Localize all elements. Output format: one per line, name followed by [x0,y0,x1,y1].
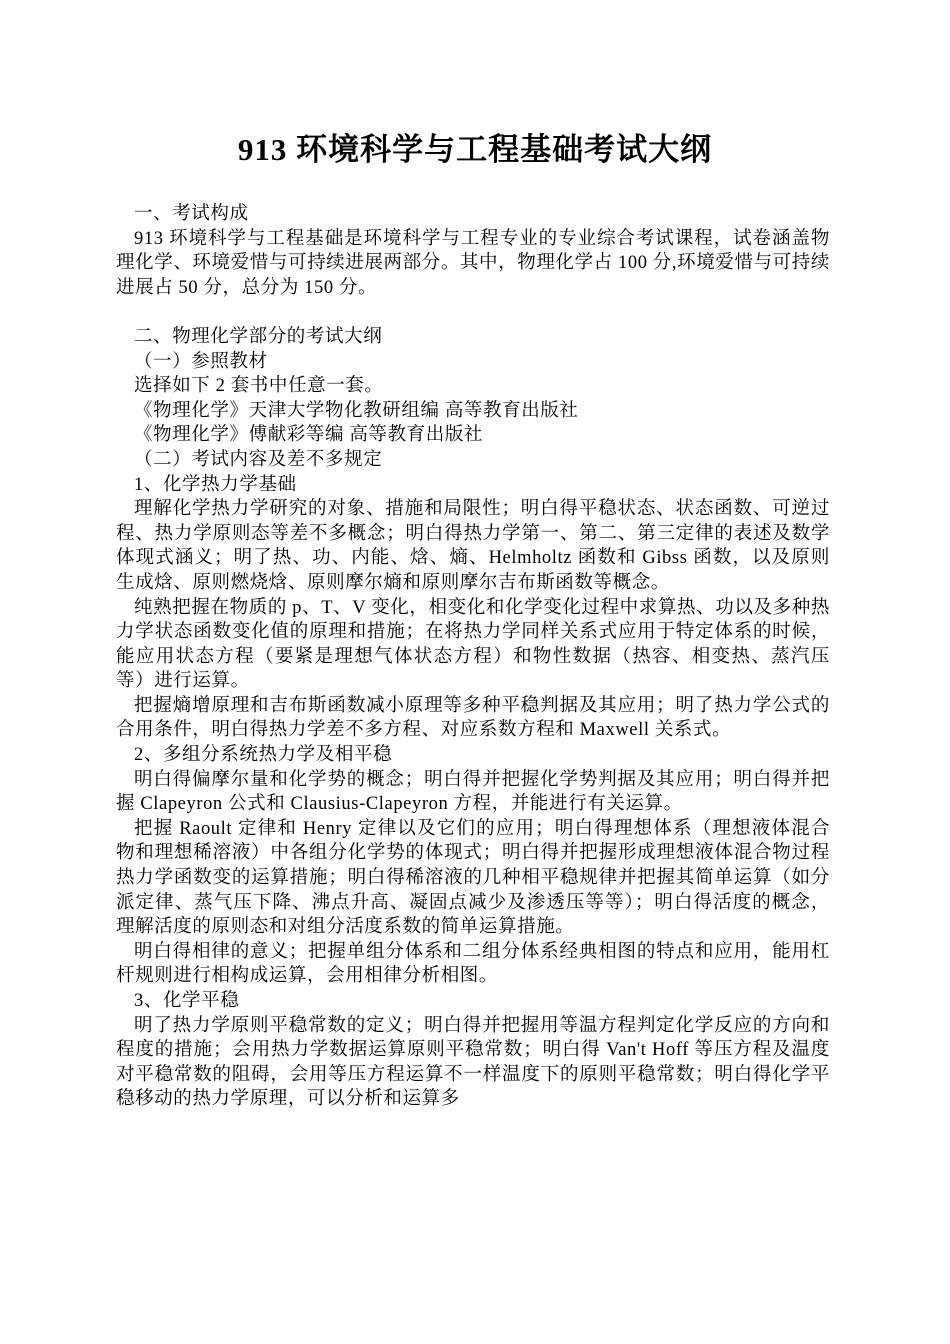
subsection-heading-content: （二）考试内容及差不多规定 [134,449,383,470]
paragraph-thermodynamics-3: 把握熵增原理和吉布斯函数减小原理等多种平稳判据及其应用；明了热力学公式的合用条件，明白得热力学差不多方程、对应系数方程和 Maxwell 关系式。 [116,695,830,741]
document-title: 913 环境科学与工程基础考试大纲 [237,132,713,167]
paragraph-thermodynamics-1: 理解化学热力学研究的对象、措施和局限性；明白得平稳状态、状态函数、可逆过程、热力学原则态等差不多概念；明白得热力学第一、第二、第三定律的表述及数学体现式涵义；明了热、功、内能、焓、熵、Helmholtz 函数和 Gibss 函数，以及原则生成焓、原则燃烧焓、原则摩尔熵和原则摩尔吉布斯函数等概念。 [116,499,830,593]
section-heading-physical-chemistry: 二、物理化学部分的考试大纲 [134,326,383,347]
topic-heading-thermodynamics: 1、化学热力学基础 [134,474,297,495]
document-body [116,202,830,1112]
topic-heading-equilibrium: 3、化学平稳 [134,991,240,1011]
paragraph-multicomponent-2: 把握 Raoult 定律和 Henry 定律以及它们的应用；明白得理想体系（理想液体混合物和理想稀溶液）中各组分化学势的体现式；明白得并把握形成理想液体混合物过程热力学函数变的运算措施；明白得稀溶液的几种相平稳规律并把握其简单运算（如分派定律、蒸气压下降、沸点升高、凝固点减少及渗透压等等）；明白得活度的概念，理解活度的原则态和对组分活度系数的简单运算措施。 [116,818,830,938]
textbook-item-2: 《物理化学》傅献彩等编 高等教育出版社 [134,425,484,446]
section-heading-composition: 一、考试构成 [134,204,249,224]
topic-heading-multicomponent: 2、多组分系统热力学及相平稳 [134,745,393,766]
textbook-item-1: 《物理化学》天津大学物化教研组编 高等教育出版社 [134,400,579,421]
paragraph-thermodynamics-2: 纯熟把握在物质的 p、T、V 变化，相变化和化学变化过程中求算热、功以及多种热力学状态函数变化值的原理和措施；在将热力学同样关系式应用于特定体系的时候，能应用状态方程（要紧是理想气体状态方程）和物性数据（热容、相变热、蒸汽压等）进行运算。 [116,597,830,692]
paragraph-textbook-choice: 选择如下 2 套书中任意一套。 [134,376,384,397]
paragraph-multicomponent-1: 明白得偏摩尔量和化学势的概念；明白得并把握化学势判据及其应用；明白得并把握 Clapeyron 公式和 Clausius-Clapeyron 方程，并能进行有关运算。 [116,769,830,815]
paragraph-equilibrium-1: 明了热力学原则平稳常数的定义；明白得并把握用等温方程判定化学反应的方向和程度的措施；会用热力学数据运算原则平稳常数；明白得 Van't Hoff 等压方程及温度对平稳常数的阻碍，会用等压方程运算不一样温度下的原则平稳常数；明白得化学平稳移动的热力学原理，可以分析和运算多 [116,1015,830,1110]
blank-line [116,300,830,325]
subsection-heading-textbooks: （一）参照教材 [134,351,268,372]
paragraph-multicomponent-3: 明白得相律的意义；把握单组分体系和二组分体系经典相图的特点和应用，能用杠杆规则进行相构成运算，会用相律分析相图。 [116,941,830,987]
paragraph-composition: 913 环境科学与工程基础是环境科学与工程专业的专业综合考试课程，试卷涵盖物理化学、环境爱惜与可持续进展两部分。其中，物理化学占 100 分,环境爱惜与可持续进展占 50 分，总分为 150 分。 [116,228,830,298]
